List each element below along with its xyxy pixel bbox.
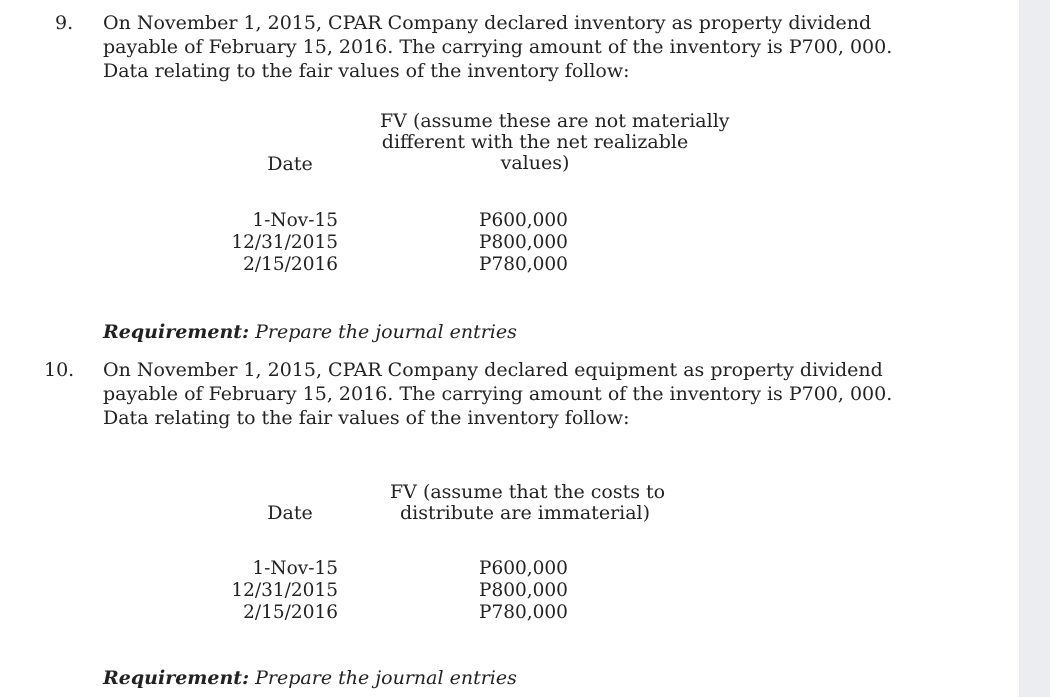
item-number: 9. <box>55 12 74 34</box>
date-cell: 1-Nov-15 <box>252 558 338 579</box>
fv-cell: P780,000 <box>479 254 568 275</box>
date-cell: 12/31/2015 <box>231 232 338 253</box>
date-column <box>200 558 338 624</box>
problem-text: On November 1, 2015, CPAR Company declared inventory as property dividend payable of February 15, 2016. The carrying amount of the inventory is P700, 000. Data relating to the fair values of the inventory follow: <box>103 12 893 82</box>
date-cell: 12/31/2015 <box>231 580 338 601</box>
fv-header-line: distribute are immaterial) <box>399 502 651 524</box>
item-number: 10. <box>44 359 75 381</box>
fv-cell: P800,000 <box>479 580 568 601</box>
date-cell: 2/15/2016 <box>243 602 338 623</box>
fv-column <box>479 558 599 624</box>
requirement <box>103 320 517 344</box>
side-panel <box>1019 0 1050 697</box>
fv-cell: P780,000 <box>479 602 568 623</box>
date-column-header: Date <box>267 153 313 175</box>
fv-header-line: FV (assume that the costs to <box>390 481 666 503</box>
fv-column-header <box>390 481 666 524</box>
fv-header-line: values) <box>500 152 570 174</box>
fv-header-line: FV (assume these are not materially <box>380 110 730 132</box>
requirement-label: Requirement: <box>103 321 250 343</box>
date-column-header: Date <box>267 502 313 524</box>
date-column <box>200 210 338 276</box>
requirement <box>103 666 517 690</box>
fv-cell: P600,000 <box>479 210 568 231</box>
date-cell: 2/15/2016 <box>243 254 338 275</box>
fv-column <box>479 210 599 276</box>
fv-cell: P800,000 <box>479 232 568 253</box>
date-cell: 1-Nov-15 <box>252 210 338 231</box>
fv-header-line: different with the net realizable <box>381 131 689 153</box>
requirement-label: Requirement: <box>103 667 250 689</box>
problem-text: On November 1, 2015, CPAR Company declared equipment as property dividend payable of February 15, 2016. The carrying amount of the inventory is P700, 000. Data relating to the fair values of the inventory follow: <box>103 359 893 429</box>
requirement-text: Prepare the journal entries <box>255 321 517 343</box>
requirement-text: Prepare the journal entries <box>255 667 517 689</box>
fv-cell: P600,000 <box>479 558 568 579</box>
fv-column-header <box>380 110 730 174</box>
